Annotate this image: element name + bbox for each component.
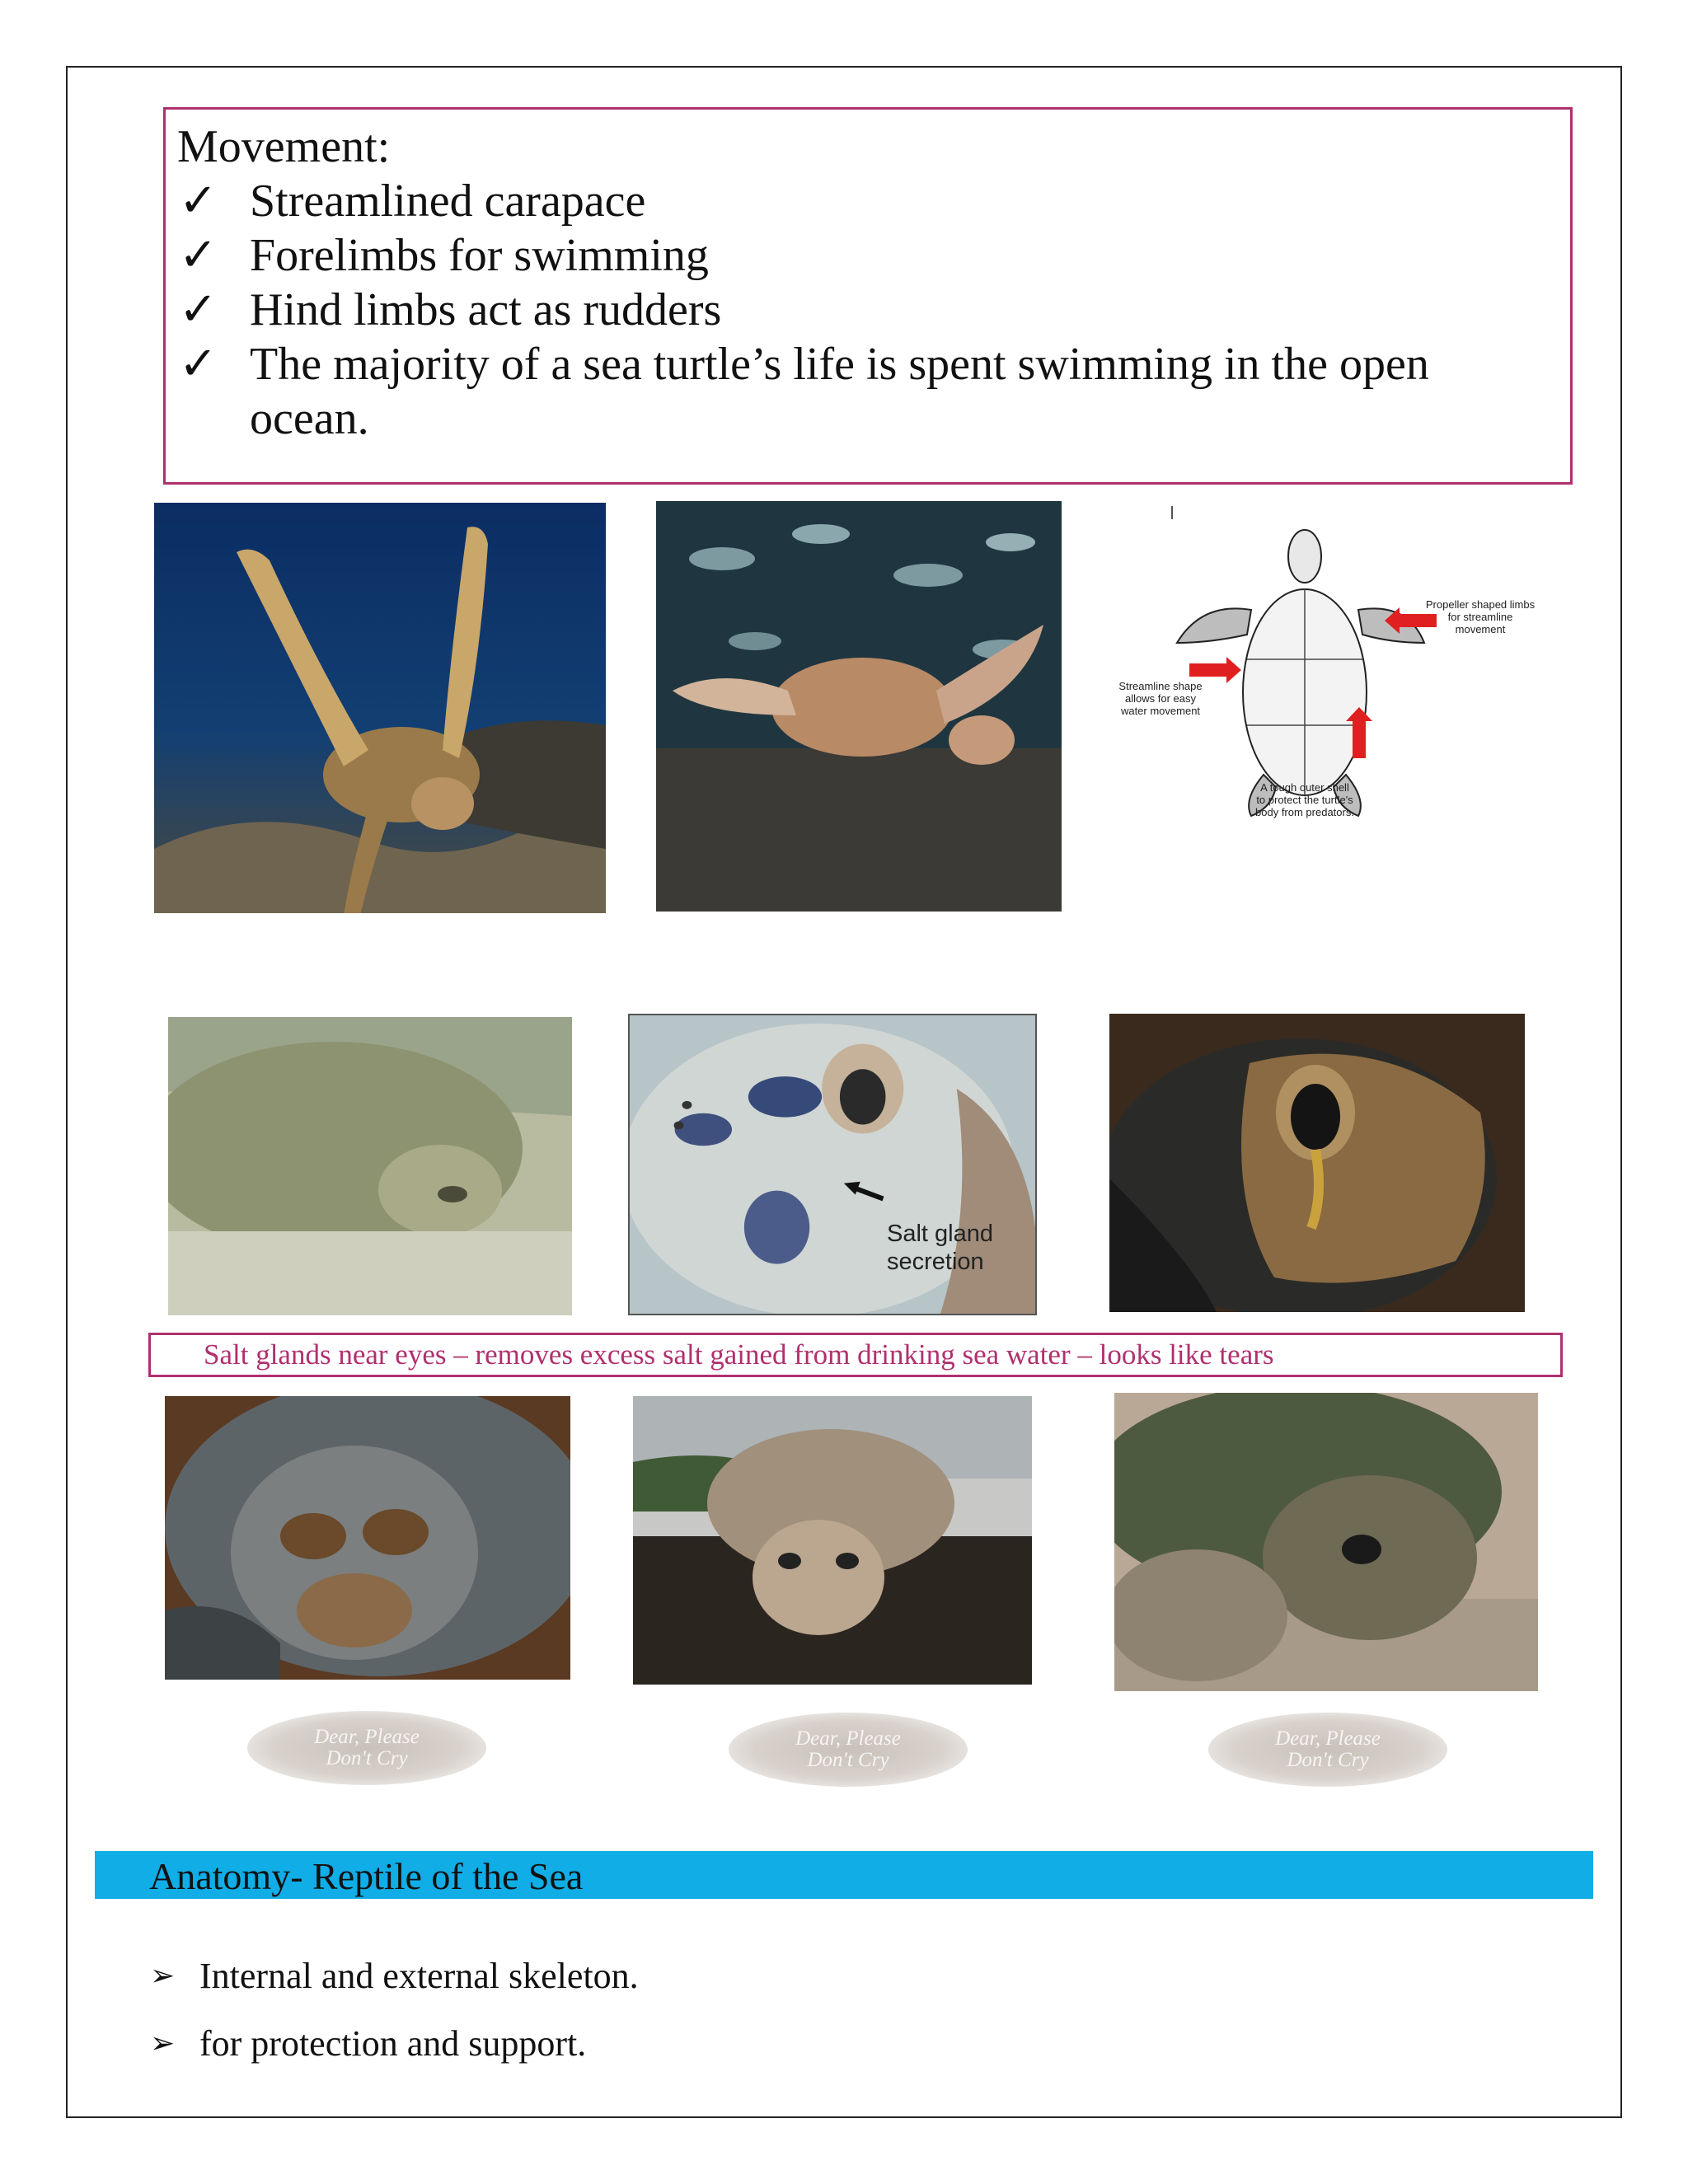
movement-item <box>177 228 1559 283</box>
dear-please-dont-cry-bubble-2 <box>729 1713 968 1787</box>
anatomy-section-header <box>95 1851 1593 1899</box>
crying-turtle-photo-2 <box>633 1396 1032 1685</box>
turtle-on-sand-photo <box>168 1017 572 1315</box>
movement-box <box>163 107 1573 485</box>
movement-item <box>177 283 1559 337</box>
bubble-line: Dear, Please <box>795 1727 901 1750</box>
movement-list <box>177 174 1559 446</box>
movement-item-text: The majority of a sea turtle’s life is spent swimming in the open ocean. <box>250 339 1429 444</box>
check-icon: ✓ <box>179 284 218 335</box>
swimming-turtle-photo <box>154 503 606 913</box>
arrow-bullet-icon: ➢ <box>150 2026 176 2060</box>
anatomy-bullet-text: for protection and support. <box>199 2022 587 2064</box>
check-icon: ✓ <box>179 230 218 281</box>
movement-item <box>177 337 1559 446</box>
dear-please-dont-cry-bubble-3 <box>1208 1713 1447 1787</box>
salt-gland-photo <box>628 1014 1037 1315</box>
movement-item <box>177 174 1559 228</box>
movement-item-text: Streamlined carapace <box>250 176 646 227</box>
arrow-bullet-icon: ➢ <box>150 1958 176 1993</box>
bubble-line: Don't Cry <box>1287 1749 1369 1771</box>
check-icon: ✓ <box>179 339 218 390</box>
salt-gland-caption: Salt glands near eyes – removes excess salt gained from drinking sea water – looks like tears <box>204 1338 1274 1371</box>
salt-gland-caption-box <box>148 1333 1563 1377</box>
movement-item-text: Forelimbs for swimming <box>250 230 709 281</box>
turtle-with-fish-photo <box>656 501 1062 912</box>
check-icon: ✓ <box>179 176 218 227</box>
dear-please-dont-cry-bubble-1 <box>247 1711 486 1785</box>
turtle-eye-closeup-photo <box>1109 1014 1525 1312</box>
turtle-anatomy-diagram <box>1111 503 1548 890</box>
salt-gland-label: Salt gland secretion <box>887 1221 993 1275</box>
bubble-line: Don't Cry <box>326 1747 408 1769</box>
streamline-label: Streamline shape allows for easy water movement <box>1118 680 1203 717</box>
movement-title: Movement: <box>177 121 391 172</box>
bubble-line: Don't Cry <box>807 1749 889 1771</box>
crying-turtle-photo-3 <box>1114 1393 1538 1691</box>
anatomy-bullet-list <box>150 1942 639 2077</box>
propeller-label: Propeller shaped limbs for streamline movement <box>1425 598 1536 635</box>
bubble-line: Dear, Please <box>314 1726 420 1748</box>
movement-item-text: Hind limbs act as rudders <box>250 284 722 335</box>
anatomy-bullet-item <box>150 2009 639 2077</box>
shell-label: A tough outer shell to protect the turtle's body from predators. <box>1255 781 1354 818</box>
crying-turtle-photo-1 <box>165 1396 570 1680</box>
anatomy-title: Anatomy- Reptile of the Sea <box>149 1855 584 1897</box>
bubble-line: Dear, Please <box>1275 1727 1381 1750</box>
anatomy-bullet-item <box>150 1942 639 2009</box>
anatomy-bullet-text: Internal and external skeleton. <box>199 1955 639 1996</box>
